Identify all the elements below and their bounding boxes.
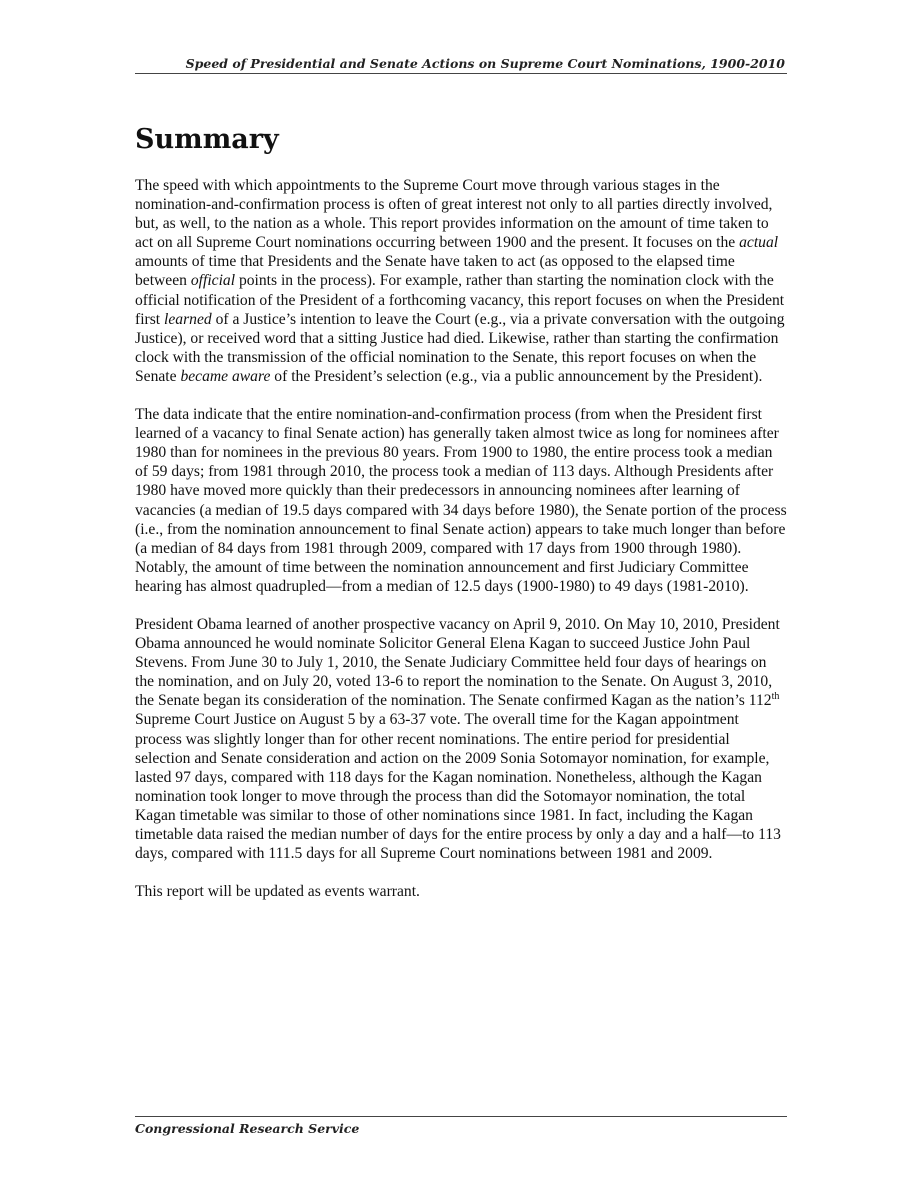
header-divider [135, 73, 787, 74]
paragraph-1-text: The speed with which appointments to the Supreme Court move through various stages in the nomination-and-confirmation process is often of great interest not only to all parties directly involved, but, as well, to the nation as a whole. This report provides information on the amount of time taken to act on all Supreme Court nominations occurring between 1900 and the present. It focuses on the [135, 177, 773, 252]
ordinal-superscript: th [771, 691, 780, 703]
emphasis-actual: actual [739, 234, 779, 252]
paragraph-2: The data indicate that the entire nomination-and-confirmation process (from when the President first learned of a vacancy to final Senate action) has generally taken almost twice as long for nominees after 1980 than for nominees in the previous 80 years. From 1900 to 1980, the entire process took a median of 59 days; from 1981 through 2010, the process took a median of 113 days. Although Presidents after 1980 have moved more quickly than their predecessors in announcing nominees after learning of vacancies (a median of 19.5 days compared with 34 days before 1980), the Senate portion of the process (i.e., from the nomination announcement to final Senate action) appears to take much longer than before (a median of 84 days from 1981 through 2009, compared with 17 days from 1900 through 1980). Notably, the amount of time between the nomination announcement and first Judiciary Committee hearing has almost quadrupled—from a median of 12.5 days (1900-1980) to 49 days (1981-2010). [135, 406, 787, 595]
paragraph-3 [135, 615, 787, 863]
paragraph-1-text: of the President’s selection (e.g., via a public announcement by the President). [270, 367, 763, 385]
section-title: Summary [135, 124, 279, 155]
footer-label: Congressional Research Service [135, 1121, 360, 1136]
emphasis-became-aware: became aware [180, 367, 271, 385]
running-header: Speed of Presidential and Senate Actions on Supreme Court Nominations, 1900-2010 [185, 56, 785, 71]
paragraph-1-text: amounts of time that Presidents and the Senate have taken to act (as opposed to the elapsed time between [135, 253, 735, 290]
footer-divider [135, 1116, 787, 1117]
summary-body [135, 176, 787, 920]
paragraph-3-text: Supreme Court Justice on August 5 by a 63-37 vote. The overall time for the Kagan appointment process was slightly longer than for other recent nominations. The entire period for presidential selection and Senate consideration and action on the 2009 Sonia Sotomayor nomination, for example, lasted 97 days, compared with 118 days for the Kagan nomination. Nonetheless, although the Kagan nomination took longer to move through the process than did the Sotomayor nomination, the total Kagan timetable was similar to those of other nominations since 1981. In fact, including the Kagan timetable data raised the median number of days for the entire process by only a day and a half—to 113 days, compared with 111.5 days for all Supreme Court nominations between 1981 and 2009. [135, 711, 781, 863]
emphasis-official: official [190, 272, 236, 290]
paragraph-1-text: points in the process). For example, rather than starting the nomination clock with the official notification of the President of a forthcoming vacancy, this report focuses on when the President first [135, 272, 785, 328]
emphasis-learned: learned [164, 310, 212, 328]
paragraph-3-text: President Obama learned of another prospective vacancy on April 9, 2010. On May 10, 2010, President Obama announced he would nominate Solicitor General Elena Kagan to succeed Justice John Paul Stevens. From June 30 to July 1, 2010, the Senate Judiciary Committee held four days of hearings on the nomination, and on July 20, voted 13-6 to report the nomination to the Senate. On August 3, 2010, the Senate began its consideration of the nomination. The Senate confirmed Kagan as the nation’s 112 [135, 615, 780, 710]
paragraph-4: This report will be updated as events warrant. [135, 883, 420, 901]
paragraph-1 [135, 176, 787, 386]
paragraph-1-text: of a Justice’s intention to leave the Court (e.g., via a private conversation with the outgoing Justice), or received word that a sitting Justice had died. Likewise, rather than starting the confirmation clock with the transmission of the official nomination to the Senate, this report focuses on when the Senate [135, 310, 785, 385]
